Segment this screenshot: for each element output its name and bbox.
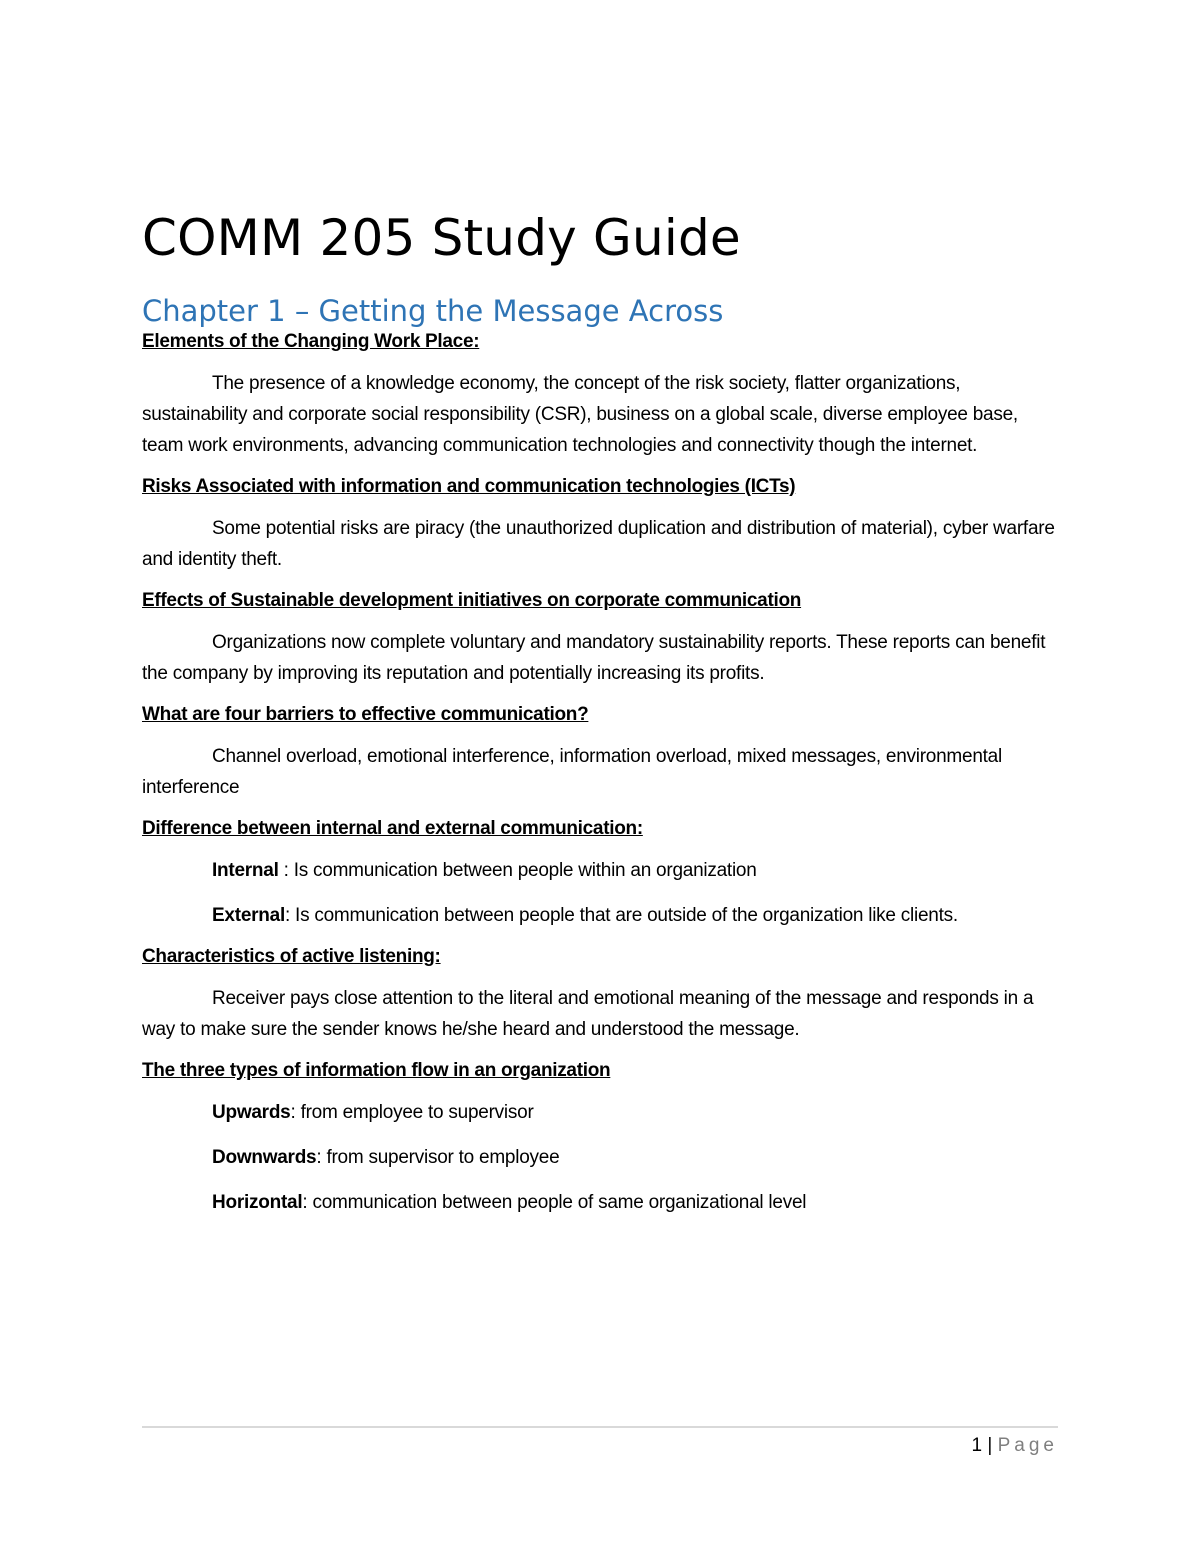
section-body: Channel overload, emotional interference, information overload, mixed messages, environmental interference — [142, 746, 1002, 798]
chapter-heading: Chapter 1 – Getting the Message Across — [142, 294, 724, 328]
document-title: COMM 205 Study Guide — [142, 209, 741, 267]
footer-separator: | — [987, 1435, 993, 1456]
definition-item — [142, 855, 1062, 886]
section-body: Organizations now complete voluntary and mandatory sustainability reports. These reports can benefit the company by improving its reputation and potentially increasing its profits. — [142, 632, 1046, 684]
section-body: The presence of a knowledge economy, the concept of the risk society, flatter organizations, sustainability and corporate social responsibility (CSR), business on a global scale, diverse employee base, team work environments, advancing communication technologies and connectivity though the internet. — [142, 373, 1018, 456]
definition-term: External — [212, 905, 285, 926]
page-label: Page — [997, 1435, 1058, 1456]
definition-separator: : — [302, 1192, 313, 1213]
definition-term: Internal — [212, 860, 279, 881]
page-content — [142, 208, 1062, 1218]
definition-item — [142, 1142, 1062, 1173]
section-body: Some potential risks are piracy (the unauthorized duplication and distribution of material), cyber warfare and identity theft. — [142, 518, 1055, 570]
definition-item — [142, 1187, 1062, 1218]
definition-separator: : — [316, 1147, 327, 1168]
definition-item — [142, 900, 1062, 931]
definition-text: from employee to supervisor — [300, 1102, 534, 1123]
section-heading: What are four barriers to effective communication? — [142, 704, 589, 725]
section-heading: Characteristics of active listening: — [142, 946, 441, 967]
definition-separator: : — [278, 860, 294, 881]
definition-text: Is communication between people that are outside of the organization like clients. — [295, 905, 958, 926]
section-heading: Effects of Sustainable development initiatives on corporate communication — [142, 590, 802, 611]
definition-separator: : — [284, 905, 296, 926]
definition-text: from supervisor to employee — [326, 1147, 560, 1168]
definition-item — [142, 1097, 1062, 1128]
footer-divider — [142, 1426, 1058, 1428]
definition-separator: : — [290, 1102, 301, 1123]
section-heading: Difference between internal and external communication: — [142, 818, 643, 839]
definition-term: Horizontal — [212, 1192, 303, 1213]
page-footer — [972, 1434, 1058, 1458]
definition-text: communication between people of same organizational level — [312, 1192, 807, 1213]
section-body: Receiver pays close attention to the literal and emotional meaning of the message and responds in a way to make sure the sender knows he/she heard and understood the message. — [142, 988, 1034, 1040]
section-heading: Elements of the Changing Work Place: — [142, 331, 480, 352]
section-heading: The three types of information flow in an organization — [142, 1060, 611, 1081]
definition-term: Upwards — [212, 1102, 291, 1123]
definition-term: Downwards — [212, 1147, 317, 1168]
definition-text: Is communication between people within an organization — [293, 860, 757, 881]
section-heading: Risks Associated with information and communication technologies (ICTs) — [142, 476, 796, 497]
page-number: 1 — [971, 1435, 983, 1456]
